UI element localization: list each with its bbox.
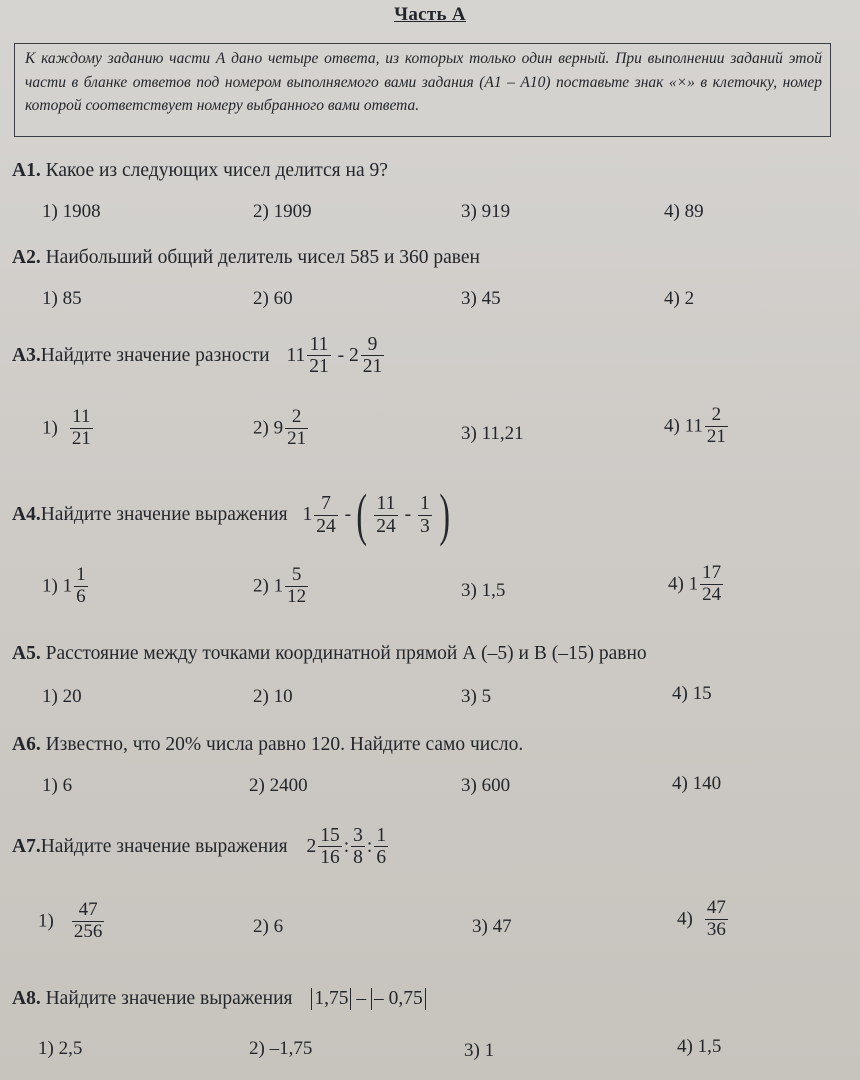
question-text: Известно, что 20% числа равно 120. Найдите само число. xyxy=(40,734,524,755)
answer-option-4: 4) 1 $\frac{17}{24}$ xyxy=(668,562,722,605)
answer-option-3: 3) 47 xyxy=(472,916,512,937)
question-text: Расстояние между точками координатной прямой А (–5) и В (–15) равно xyxy=(40,643,647,664)
answer-option-4: 4) 1,5 xyxy=(677,1036,722,1057)
fraction: $\frac{11}{21}$ xyxy=(309,334,329,378)
answer-option-2: 2) 60 xyxy=(253,288,293,309)
answer-option-3: 3) 1,5 xyxy=(461,580,506,601)
answer-option-3: 3) 11,21 xyxy=(461,423,524,444)
answer-option-1: 1) 2,5 xyxy=(38,1038,83,1059)
question-number: А2. xyxy=(12,247,41,268)
answer-option-3: 3) 1 xyxy=(464,1040,495,1061)
fraction: $\frac{9}{21}$ xyxy=(362,334,383,378)
question-number: А6. xyxy=(12,734,41,755)
instructions-box: К каждому заданию части А дано четыре ответа, из которых только один верный. При выполнении заданий этой части в бланке ответов под номером выполняемого вами задания (А1 – А10) поставьте знак «×» в клеточку, номер которой соответствует номеру выбранного вами ответа. xyxy=(14,43,831,137)
question-text: Какое из следующих чисел делится на 9? xyxy=(40,160,388,181)
question-text: Найдите значение разности xyxy=(40,344,270,366)
expression: 1 $\frac{7}{24}$ - ( $\frac{11}{24}$ - $\frac{1}{3}$ ) xyxy=(302,482,450,547)
question-text: Найдите значение выражения xyxy=(40,835,288,857)
question-a6 xyxy=(12,734,523,756)
answer-option-2: 2) 2400 xyxy=(249,775,308,796)
operator: - xyxy=(337,344,345,366)
question-text: Наибольший общий делитель чисел 585 и 360 равен xyxy=(40,247,480,268)
answer-option-1: 1) 1908 xyxy=(42,201,101,222)
answer-option-2: 2) 1909 xyxy=(253,201,312,222)
question-a4 xyxy=(12,482,450,547)
question-number: А8. xyxy=(12,988,41,1009)
answer-option-2: 2) 10 xyxy=(253,686,293,707)
question-a1 xyxy=(12,160,388,182)
question-a7 xyxy=(12,825,390,869)
answer-option-3: 3) 919 xyxy=(461,201,511,222)
answer-option-4: 4) 140 xyxy=(672,773,722,794)
question-number: А3. xyxy=(12,344,41,366)
answer-option-1: 1) 6 xyxy=(42,775,73,796)
answer-option-1: 1) $\frac{11}{21}$ xyxy=(42,406,91,449)
question-number: А5. xyxy=(12,643,41,664)
answer-option-2: 2) 1 $\frac{5}{12}$ xyxy=(253,564,307,607)
whole-part: 11 xyxy=(286,344,306,366)
expression: 1,75 – – 0,75 xyxy=(311,988,425,1009)
question-a8 xyxy=(12,988,426,1010)
answer-option-1: 1) 1 $\frac{1}{6}$ xyxy=(42,564,86,607)
answer-option-4: 4) 89 xyxy=(664,201,704,222)
answer-option-1: 1) $\frac{47}{256}$ xyxy=(38,899,103,942)
answer-option-2: 2) –1,75 xyxy=(249,1038,313,1059)
answer-option-4: 4) 2 xyxy=(664,288,695,309)
page-title: Часть А xyxy=(394,4,466,25)
answer-option-4: 4) $\frac{47}{36}$ xyxy=(677,897,726,940)
expression xyxy=(286,334,386,378)
expression: 2 $\frac{15}{16}$ : $\frac{3}{8}$ : $\frac{1}{6}$ xyxy=(306,825,387,869)
question-number: А4. xyxy=(12,504,41,525)
answer-option-2: 2) 6 xyxy=(253,916,284,937)
answer-option-3: 3) 5 xyxy=(461,686,492,707)
whole-part: 2 xyxy=(348,344,359,366)
answer-option-4: 4) 15 xyxy=(672,683,712,704)
answer-option-3: 3) 600 xyxy=(461,775,511,796)
answer-option-4: 4) 11 $\frac{2}{21}$ xyxy=(664,404,726,447)
question-a2 xyxy=(12,247,480,269)
question-a5 xyxy=(12,643,647,665)
question-a3 xyxy=(12,334,386,378)
question-number: А7. xyxy=(12,835,41,857)
right-paren: ) xyxy=(438,482,450,547)
answer-option-1: 1) 20 xyxy=(42,686,82,707)
answer-option-2: 2) 9 $\frac{2}{21}$ xyxy=(253,406,307,449)
answer-option-1: 1) 85 xyxy=(42,288,82,309)
left-paren: ( xyxy=(356,482,367,547)
question-number: А1. xyxy=(12,160,41,181)
question-text: Найдите значение выражения xyxy=(40,504,288,525)
answer-option-3: 3) 45 xyxy=(461,288,501,309)
question-text: Найдите значение выражения xyxy=(40,988,293,1009)
